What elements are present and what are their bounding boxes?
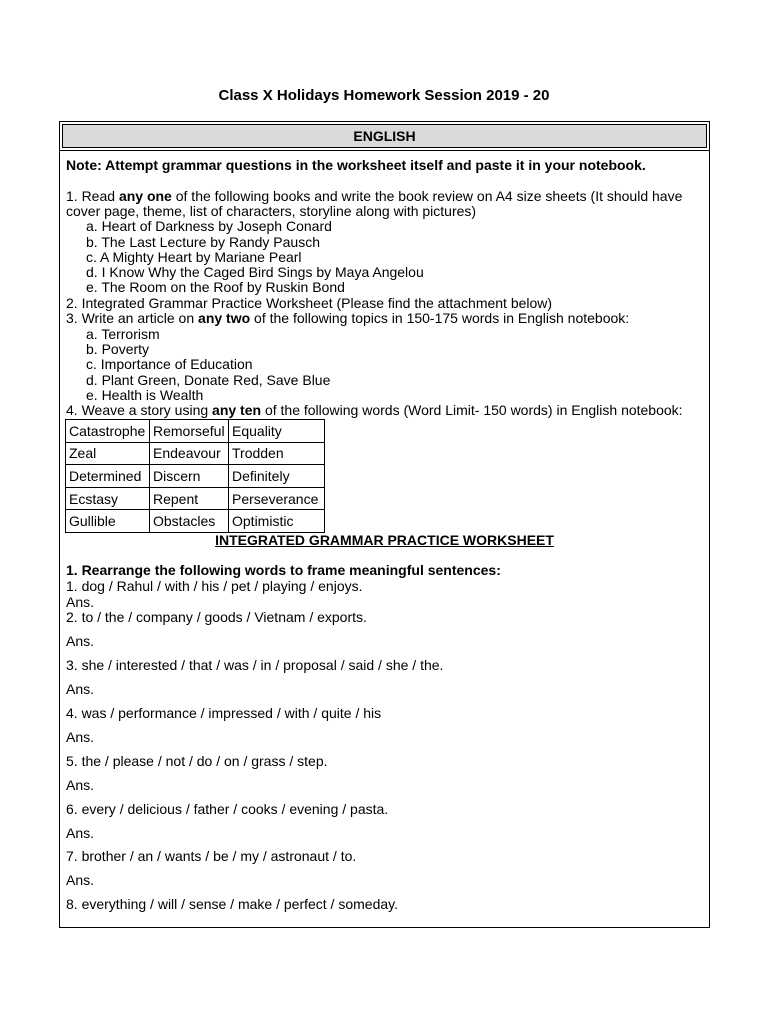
q4-bold: any ten (212, 402, 262, 418)
q1-item-d: d. I Know Why the Caged Bird Sings by Maya Angelou (86, 264, 424, 280)
word-cell: Ecstasy (66, 487, 150, 510)
sentence-3: 3. she / interested / that / was / in / proposal / said / she / the. (66, 657, 444, 673)
q3-bold: any two (198, 310, 251, 326)
word-cell: Optimistic (229, 510, 325, 533)
document-title: Class X Holidays Homework Session 2019 - 20 (218, 87, 550, 104)
q4-line (66, 402, 683, 418)
word-cell: Catastrophe (66, 420, 150, 443)
homework-frame (59, 121, 710, 928)
word-cell: Endeavour (150, 442, 229, 465)
q3-pre: 3. Write an article on (66, 310, 199, 326)
subject-header: ENGLISH (62, 124, 707, 148)
q3-line (66, 310, 629, 326)
word-cell: Equality (229, 420, 325, 443)
q2-line: 2. Integrated Grammar Practice Worksheet (Please find the attachment below) (66, 295, 553, 311)
sentence-6: 6. every / delicious / father / cooks / evening / pasta. (66, 801, 389, 817)
q4-pre: 4. Weave a story using (66, 402, 213, 418)
word-cell: Discern (150, 465, 229, 488)
q1-item-a: a. Heart of Darkness by Joseph Conard (86, 218, 332, 234)
q1-line (66, 188, 682, 204)
word-cell: Obstacles (150, 510, 229, 533)
word-cell: Perseverance (229, 487, 325, 510)
q4-post: of the following words (Word Limit- 150 words) in English notebook: (261, 402, 683, 418)
q3-post: of the following topics in 150-175 words in English notebook: (250, 310, 630, 326)
sentence-5: 5. the / please / not / do / on / grass / step. (66, 753, 328, 769)
q1-line2: cover page, theme, list of characters, storyline along with pictures) (66, 203, 477, 219)
word-table (65, 419, 325, 533)
word-row (66, 487, 325, 510)
sentence-1: 1. dog / Rahul / with / his / pet / playing / enjoys. (66, 578, 363, 594)
word-cell: Trodden (229, 442, 325, 465)
q3-item-a: a. Terrorism (86, 326, 160, 342)
sentence-7: 7. brother / an / wants / be / my / astronaut / to. (66, 848, 357, 864)
sentence-8: 8. everything / will / sense / make / perfect / someday. (66, 896, 398, 912)
word-row (66, 442, 325, 465)
word-cell: Remorseful (150, 420, 229, 443)
word-cell: Zeal (66, 442, 150, 465)
q1-item-e: e. The Room on the Roof by Ruskin Bond (86, 279, 345, 295)
q3-item-b: b. Poverty (86, 341, 150, 357)
answer-label-6: Ans. (66, 825, 95, 841)
answer-label-5: Ans. (66, 777, 95, 793)
note-text: Note: Attempt grammar questions in the worksheet itself and paste it in your notebook. (66, 157, 646, 173)
word-row (66, 510, 325, 533)
q1-pre: 1. Read (66, 188, 119, 204)
word-cell: Gullible (66, 510, 150, 533)
q1-item-b: b. The Last Lecture by Randy Pausch (86, 234, 320, 250)
sentence-4: 4. was / performance / impressed / with / quite / his (66, 705, 382, 721)
answer-label-1: Ans. (66, 594, 95, 610)
q1-bold: any one (118, 188, 172, 204)
word-row (66, 420, 325, 443)
q3-item-e: e. Health is Wealth (86, 387, 204, 403)
q1-post: of the following books and write the book review on A4 size sheets (It should have (171, 188, 683, 204)
worksheet-title: INTEGRATED GRAMMAR PRACTICE WORKSHEET (215, 532, 554, 548)
word-row (66, 465, 325, 488)
answer-label-4: Ans. (66, 729, 95, 745)
word-cell: Repent (150, 487, 229, 510)
answer-label-3: Ans. (66, 681, 95, 697)
sentence-2: 2. to / the / company / goods / Vietnam / exports. (66, 609, 367, 625)
q3-item-c: c. Importance of Education (86, 356, 253, 372)
word-cell: Determined (66, 465, 150, 488)
word-cell: Definitely (229, 465, 325, 488)
q1-item-c: c. A Mighty Heart by Mariane Pearl (86, 249, 302, 265)
q3-item-d: d. Plant Green, Donate Red, Save Blue (86, 372, 331, 388)
answer-label-2: Ans. (66, 633, 95, 649)
answer-label-7: Ans. (66, 872, 95, 888)
worksheet-instruction: 1. Rearrange the following words to frame meaningful sentences: (66, 562, 501, 578)
header-divider (60, 150, 709, 151)
